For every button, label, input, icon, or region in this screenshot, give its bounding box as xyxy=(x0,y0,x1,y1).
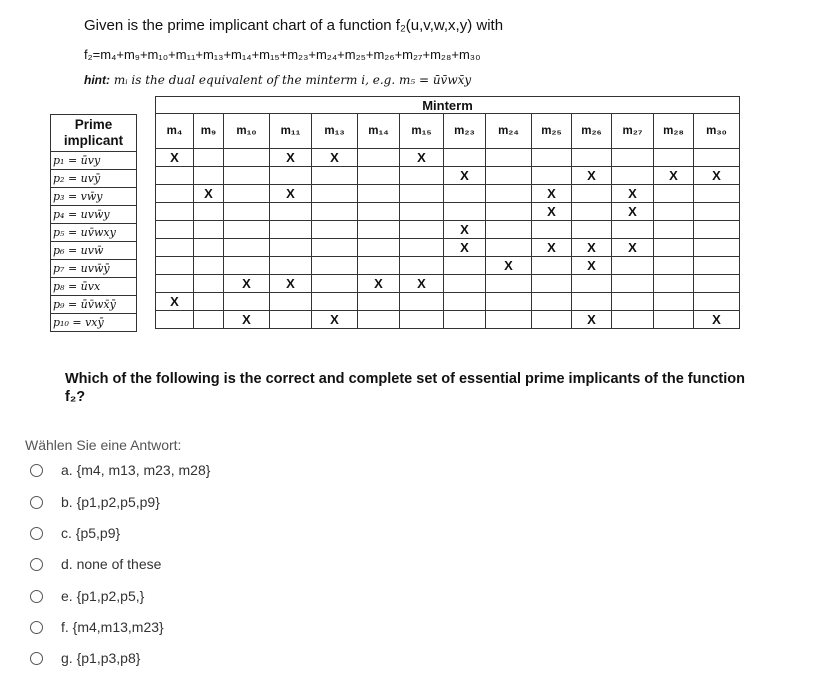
chart-cell xyxy=(358,239,400,257)
chart-cell xyxy=(270,203,312,221)
chart-cell xyxy=(532,257,572,275)
minterm-column-header: m₂₅ xyxy=(532,114,572,149)
chart-cell xyxy=(224,203,270,221)
prime-implicant-chart xyxy=(155,96,740,329)
chart-cell xyxy=(486,149,532,167)
radio-button[interactable] xyxy=(30,558,43,571)
chart-cell xyxy=(270,311,312,329)
chart-cell xyxy=(532,149,572,167)
chart-cell: X xyxy=(194,185,224,203)
chart-cell xyxy=(486,185,532,203)
minterm-column-header: m₂₈ xyxy=(654,114,694,149)
chart-cell: X xyxy=(612,239,654,257)
minterm-column-header: m₁₄ xyxy=(358,114,400,149)
chart-cell: X xyxy=(532,185,572,203)
prime-implicant-list xyxy=(50,114,137,332)
chart-cell xyxy=(486,203,532,221)
chart-cell xyxy=(572,149,612,167)
chart-cell xyxy=(694,149,740,167)
chart-cell xyxy=(358,185,400,203)
chart-cell xyxy=(156,239,194,257)
chart-cell xyxy=(358,203,400,221)
chart-row xyxy=(156,221,740,239)
chart-cell xyxy=(156,311,194,329)
chart-cell: X xyxy=(572,167,612,185)
chart-cell xyxy=(486,293,532,311)
chart-cell xyxy=(224,149,270,167)
option-e[interactable] xyxy=(30,586,330,606)
chart-row xyxy=(156,203,740,221)
prime-implicant-p4: p₄ = uvw̄y xyxy=(51,206,137,224)
chart-cell xyxy=(358,167,400,185)
chart-cell: X xyxy=(612,203,654,221)
minterm-column-header: m₁₅ xyxy=(400,114,444,149)
radio-button[interactable] xyxy=(30,652,43,665)
chart-cell xyxy=(654,293,694,311)
chart-cell xyxy=(358,149,400,167)
minterm-column-header: m₂₆ xyxy=(572,114,612,149)
chart-cell xyxy=(654,149,694,167)
radio-button[interactable] xyxy=(30,496,43,509)
chart-cell xyxy=(654,239,694,257)
chart-cell: X xyxy=(572,239,612,257)
chart-cell xyxy=(224,239,270,257)
chart-cell xyxy=(270,167,312,185)
chart-cell: X xyxy=(444,239,486,257)
prime-implicant-p10: p₁₀ = vxȳ xyxy=(51,314,137,332)
option-g[interactable] xyxy=(30,648,330,668)
chart-cell xyxy=(532,311,572,329)
chart-row xyxy=(156,257,740,275)
chart-cell xyxy=(572,293,612,311)
radio-button[interactable] xyxy=(30,590,43,603)
question-text: Which of the following is the correct and complete set of essential prime implicants of the function f₂? xyxy=(65,371,745,405)
chart-cell: X xyxy=(532,203,572,221)
radio-button[interactable] xyxy=(30,464,43,477)
prime-implicant-p3: p₃ = vw̄y xyxy=(51,188,137,206)
chart-cell xyxy=(270,257,312,275)
chart-cell xyxy=(654,185,694,203)
minterm-column-header: m₂₇ xyxy=(612,114,654,149)
option-b[interactable] xyxy=(30,492,330,512)
chart-cell xyxy=(194,275,224,293)
option-label: d. none of these xyxy=(61,556,162,572)
chart-cell xyxy=(312,293,358,311)
chart-cell xyxy=(194,221,224,239)
chart-cell xyxy=(400,293,444,311)
radio-button[interactable] xyxy=(30,527,43,540)
chart-cell: X xyxy=(156,293,194,311)
chart-cell xyxy=(194,167,224,185)
chart-cell xyxy=(654,257,694,275)
chart-cell xyxy=(444,185,486,203)
chart-cell xyxy=(400,185,444,203)
chart-cell: X xyxy=(444,167,486,185)
chart-cell xyxy=(156,221,194,239)
chart-cell xyxy=(486,221,532,239)
chart-cell xyxy=(654,203,694,221)
chart-row xyxy=(156,185,740,203)
chart-cell xyxy=(612,311,654,329)
chart-cell: X xyxy=(270,149,312,167)
chart-row xyxy=(156,149,740,167)
chart-row xyxy=(156,275,740,293)
minterm-column-header: m₁₁ xyxy=(270,114,312,149)
hint-body: mᵢ is the dual equivalent of the minterm i, e.g. m₅ = ūv̄wx̄y xyxy=(110,73,472,87)
chart-cell xyxy=(612,149,654,167)
chart-cell xyxy=(358,257,400,275)
chart-cell xyxy=(444,149,486,167)
chart-cell xyxy=(156,257,194,275)
chart-cell xyxy=(694,257,740,275)
chart-cell xyxy=(194,203,224,221)
chart-cell xyxy=(194,311,224,329)
option-label: e. {p1,p2,p5,} xyxy=(61,588,145,604)
option-label: c. {p5,p9} xyxy=(61,525,121,541)
prime-implicant-p1: p₁ = ūvy xyxy=(51,152,137,170)
chart-cell: X xyxy=(156,149,194,167)
chart-cell xyxy=(694,203,740,221)
chart-cell xyxy=(224,185,270,203)
chart-cell xyxy=(400,221,444,239)
chart-cell xyxy=(312,257,358,275)
chart-cell xyxy=(400,203,444,221)
prime-implicant-p2: p₂ = uvȳ xyxy=(51,170,137,188)
chart-cell: X xyxy=(270,275,312,293)
chart-cell xyxy=(156,275,194,293)
option-c[interactable] xyxy=(30,523,330,543)
chart-cell xyxy=(194,293,224,311)
chart-cell: X xyxy=(694,311,740,329)
chart-cell xyxy=(694,293,740,311)
chart-cell xyxy=(532,275,572,293)
minterm-column-header: m₂₃ xyxy=(444,114,486,149)
chart-cell xyxy=(312,203,358,221)
minterm-column-header: m₉ xyxy=(194,114,224,149)
chart-cell xyxy=(444,203,486,221)
chart-cell xyxy=(694,275,740,293)
chart-cell xyxy=(358,311,400,329)
chart-cell xyxy=(694,185,740,203)
prime-implicant-p9: p₉ = ūv̄wx̄ȳ xyxy=(51,296,137,314)
chart-row xyxy=(156,239,740,257)
chart-cell: X xyxy=(532,239,572,257)
chart-cell xyxy=(156,203,194,221)
chart-cell xyxy=(270,293,312,311)
chart-cell xyxy=(312,185,358,203)
chart-cell: X xyxy=(270,185,312,203)
chart-cell xyxy=(224,293,270,311)
chart-cell xyxy=(224,167,270,185)
chart-cell xyxy=(486,239,532,257)
option-label: b. {p1,p2,p5,p9} xyxy=(61,494,160,510)
chart-cell xyxy=(612,257,654,275)
chart-cell: X xyxy=(312,149,358,167)
chart-cell: X xyxy=(694,167,740,185)
hint-text xyxy=(84,73,471,87)
chart-cell xyxy=(444,311,486,329)
chart-cell xyxy=(572,203,612,221)
chart-cell: X xyxy=(572,311,612,329)
chart-cell xyxy=(194,149,224,167)
chart-cell: X xyxy=(358,275,400,293)
chart-cell xyxy=(532,293,572,311)
chart-row xyxy=(156,293,740,311)
chart-cell xyxy=(400,239,444,257)
chart-cell xyxy=(358,293,400,311)
chart-cell xyxy=(654,221,694,239)
chart-cell xyxy=(486,311,532,329)
prime-implicant-p8: p₈ = ūvx xyxy=(51,278,137,296)
option-a[interactable] xyxy=(30,460,330,480)
chart-cell xyxy=(444,293,486,311)
chart-cell xyxy=(612,221,654,239)
chart-cell: X xyxy=(612,185,654,203)
option-f[interactable] xyxy=(30,617,330,637)
answer-prompt: Wählen Sie eine Antwort: xyxy=(25,437,182,453)
chart-cell xyxy=(312,275,358,293)
chart-cell xyxy=(612,275,654,293)
prime-implicant-p6: p₆ = uvw̄ xyxy=(51,242,137,260)
chart-cell xyxy=(358,221,400,239)
option-label: f. {m4,m13,m23} xyxy=(61,619,164,635)
problem-statement: Given is the prime implicant chart of a function f₂(u,v,w,x,y) with xyxy=(84,17,504,34)
radio-button[interactable] xyxy=(30,621,43,634)
minterm-column-header: m₂₄ xyxy=(486,114,532,149)
chart-cell xyxy=(444,275,486,293)
prime-implicant-p7: p₇ = uvw̄ȳ xyxy=(51,260,137,278)
chart-cell xyxy=(400,311,444,329)
minterm-header: Minterm xyxy=(156,97,740,114)
chart-cell: X xyxy=(400,149,444,167)
chart-cell xyxy=(532,167,572,185)
chart-cell: X xyxy=(400,275,444,293)
minterm-column-header: m₄ xyxy=(156,114,194,149)
chart-cell xyxy=(654,311,694,329)
chart-cell: X xyxy=(224,275,270,293)
chart-cell xyxy=(312,167,358,185)
prime-implicant-header: Prime implicant xyxy=(51,115,137,152)
chart-cell xyxy=(486,167,532,185)
chart-cell xyxy=(400,257,444,275)
chart-cell xyxy=(224,257,270,275)
hint-label: hint: xyxy=(84,73,110,87)
chart-cell xyxy=(654,275,694,293)
chart-cell: X xyxy=(572,257,612,275)
chart-cell xyxy=(312,239,358,257)
option-label: a. {m4, m13, m23, m28} xyxy=(61,462,211,478)
minterm-column-header: m₁₀ xyxy=(224,114,270,149)
minterm-column-header: m₁₃ xyxy=(312,114,358,149)
chart-cell xyxy=(194,257,224,275)
chart-cell: X xyxy=(444,221,486,239)
chart-cell: X xyxy=(486,257,532,275)
chart-cell xyxy=(572,221,612,239)
chart-cell xyxy=(486,275,532,293)
chart-cell xyxy=(224,221,270,239)
chart-cell xyxy=(612,293,654,311)
chart-cell xyxy=(270,239,312,257)
prime-implicant-p5: p₅ = uv̄wxy xyxy=(51,224,137,242)
chart-cell xyxy=(532,221,572,239)
chart-cell xyxy=(156,185,194,203)
chart-cell xyxy=(572,185,612,203)
chart-cell xyxy=(612,167,654,185)
chart-cell xyxy=(156,167,194,185)
chart-cell xyxy=(400,167,444,185)
chart-cell xyxy=(194,239,224,257)
chart-row xyxy=(156,311,740,329)
function-definition: f₂=m₄+m₉+m₁₀+m₁₁+m₁₃+m₁₄+m₁₅+m₂₃+m₂₄+m₂₅+m₂₆+m₂₇+m₂₈+m₃₀ xyxy=(84,47,481,62)
chart-cell: X xyxy=(224,311,270,329)
chart-cell xyxy=(312,221,358,239)
chart-cell xyxy=(694,221,740,239)
chart-row xyxy=(156,167,740,185)
chart-cell: X xyxy=(654,167,694,185)
minterm-column-header: m₃₀ xyxy=(694,114,740,149)
option-d[interactable] xyxy=(30,554,330,574)
chart-cell xyxy=(270,221,312,239)
chart-cell xyxy=(694,239,740,257)
chart-cell xyxy=(572,275,612,293)
chart-cell: X xyxy=(312,311,358,329)
chart-cell xyxy=(444,257,486,275)
option-label: g. {p1,p3,p8} xyxy=(61,650,141,666)
